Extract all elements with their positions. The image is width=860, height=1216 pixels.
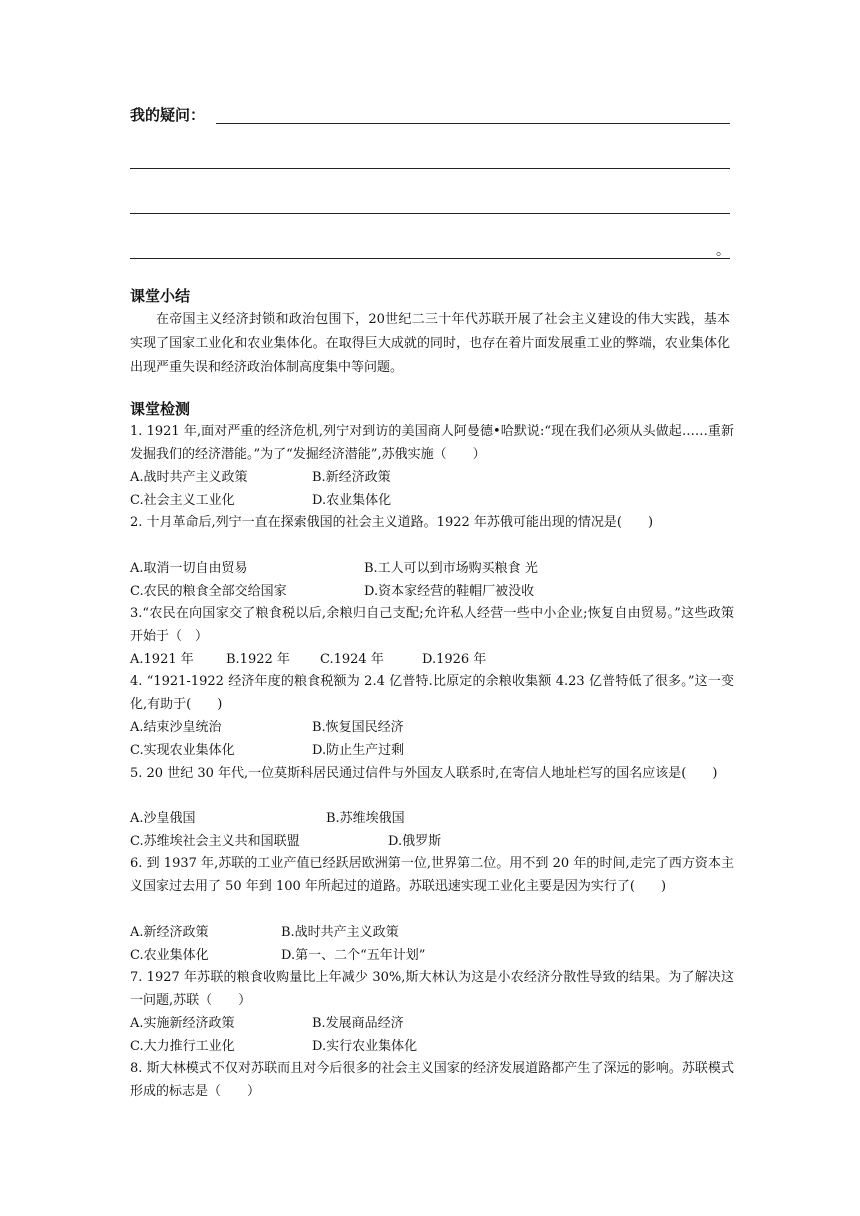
question-6-stem: 6. 到 1937 年,苏联的工业产值已经跃居欧洲第一位,世界第二位。用不到 20 年的时间,走完了西方资本主义国家过去用了 50 年到 100 年所起过的道路。苏联迅速实现工业化主要是因为实行了( ) [130,856,734,895]
question-5-option-a[interactable]: A.沙皇俄国 [130,811,196,826]
question-5-option-b[interactable]: B.苏维埃俄国 [326,811,405,826]
question-5-option-d[interactable]: D.俄罗斯 [388,834,442,849]
question-3-stem: 3.“农民在向国家交了粮食税以后,余粮归自己支配;允许私人经营一些中小企业;恢复自由贸易。”这些政策开始于（ ） [130,606,734,645]
question-1-option-c[interactable]: C.社会主义工业化 [130,493,235,508]
question-7-option-d[interactable]: D.实行农业集体化 [312,1039,418,1054]
answer-line-3[interactable] [130,213,730,214]
question-4-option-d[interactable]: D.防止生产过剩 [312,743,405,758]
question-7-stem: 7. 1927 年苏联的粮食收购量比上年减少 30%,斯大林认为这是小农经济分散性导致的结果。为了解决这一问题,苏联（ ） [130,970,734,1009]
question-5-option-c[interactable]: C.苏维埃社会主义共和国联盟 [130,834,300,849]
question-1-option-b[interactable]: B.新经济政策 [312,470,391,485]
question-5-stem: 5. 20 世纪 30 年代,一位莫斯科居民通过信件与外国友人联系时,在寄信人地址栏写的国名应该是( ) [130,766,718,781]
answer-end-mark: 。 [716,243,730,259]
answer-line-4[interactable] [130,258,730,259]
question-2-option-b[interactable]: B.工人可以到市场购买粮食 光 [364,561,538,576]
question-2-option-d[interactable]: D.资本家经营的鞋帽厂被没收 [364,584,535,599]
question-2-stem: 2. 十月革命后,列宁一直在探索俄国的社会主义道路。1922 年苏俄可能出现的情况是( ) [130,515,654,530]
question-6-option-a[interactable]: A.新经济政策 [130,925,209,940]
question-6-option-d[interactable]: D.第一、二个“五年计划” [281,948,426,963]
question-1-option-d[interactable]: D.农业集体化 [312,493,392,508]
doubt-label: 我的疑问： [130,106,206,124]
question-6-option-b[interactable]: B.战时共产主义政策 [281,925,399,940]
question-8-stem: 8. 斯大林模式不仅对苏联而且对今后很多的社会主义国家的经济发展道路都产生了深远的影响。苏联模式形成的标志是（ ） [130,1061,734,1100]
question-7-option-c[interactable]: C.大力推行工业化 [130,1039,235,1054]
question-2-option-c[interactable]: C.农民的粮食全部交给国家 [130,584,287,599]
question-7-option-b[interactable]: B.发展商品经济 [312,1016,404,1031]
question-1-option-a[interactable]: A.战时共产主义政策 [130,470,248,485]
question-3-option-b[interactable]: B.1922 年 [226,652,290,667]
question-4-stem: 4. “1921-1922 经济年度的粮食税额为 2.4 亿普特.比原定的余粮收集额 4.23 亿普特低了很多。”这一变化,有助于( ) [130,674,734,713]
question-4-option-b[interactable]: B.恢复国民经济 [312,720,404,735]
question-6-option-c[interactable]: C.农业集体化 [130,948,209,963]
test-title: 课堂检测 [130,400,191,418]
question-4-option-c[interactable]: C.实现农业集体化 [130,743,235,758]
summary-text: 在帝国主义经济封锁和政治包围下，20世纪二三十年代苏联开展了社会主义建设的伟大实践，基本实现了国家工业化和农业集体化。在取得巨大成就的同时，也存在着片面发展重工业的弊端，农业集体化出现严重失误和经济政治体制高度集中等问题。 [130,312,730,375]
question-3-option-c[interactable]: C.1924 年 [320,652,384,667]
question-3-option-a[interactable]: A.1921 年 [130,652,194,667]
answer-line-1[interactable] [216,123,730,124]
question-1-stem: 1. 1921 年,面对严重的经济危机,列宁对到访的美国商人阿曼德•哈默说:“现在我们必须从头做起……重新发掘我们的经济潜能。”为了“发掘经济潜能”,苏俄实施（ ） [130,424,734,463]
summary-title: 课堂小结 [130,287,191,305]
question-4-option-a[interactable]: A.结束沙皇统治 [130,720,222,735]
question-7-option-a[interactable]: A.实施新经济政策 [130,1016,235,1031]
question-3-option-d[interactable]: D.1926 年 [422,652,487,667]
answer-line-2[interactable] [130,168,730,169]
question-2-option-a[interactable]: A.取消一切自由贸易 [130,561,248,576]
